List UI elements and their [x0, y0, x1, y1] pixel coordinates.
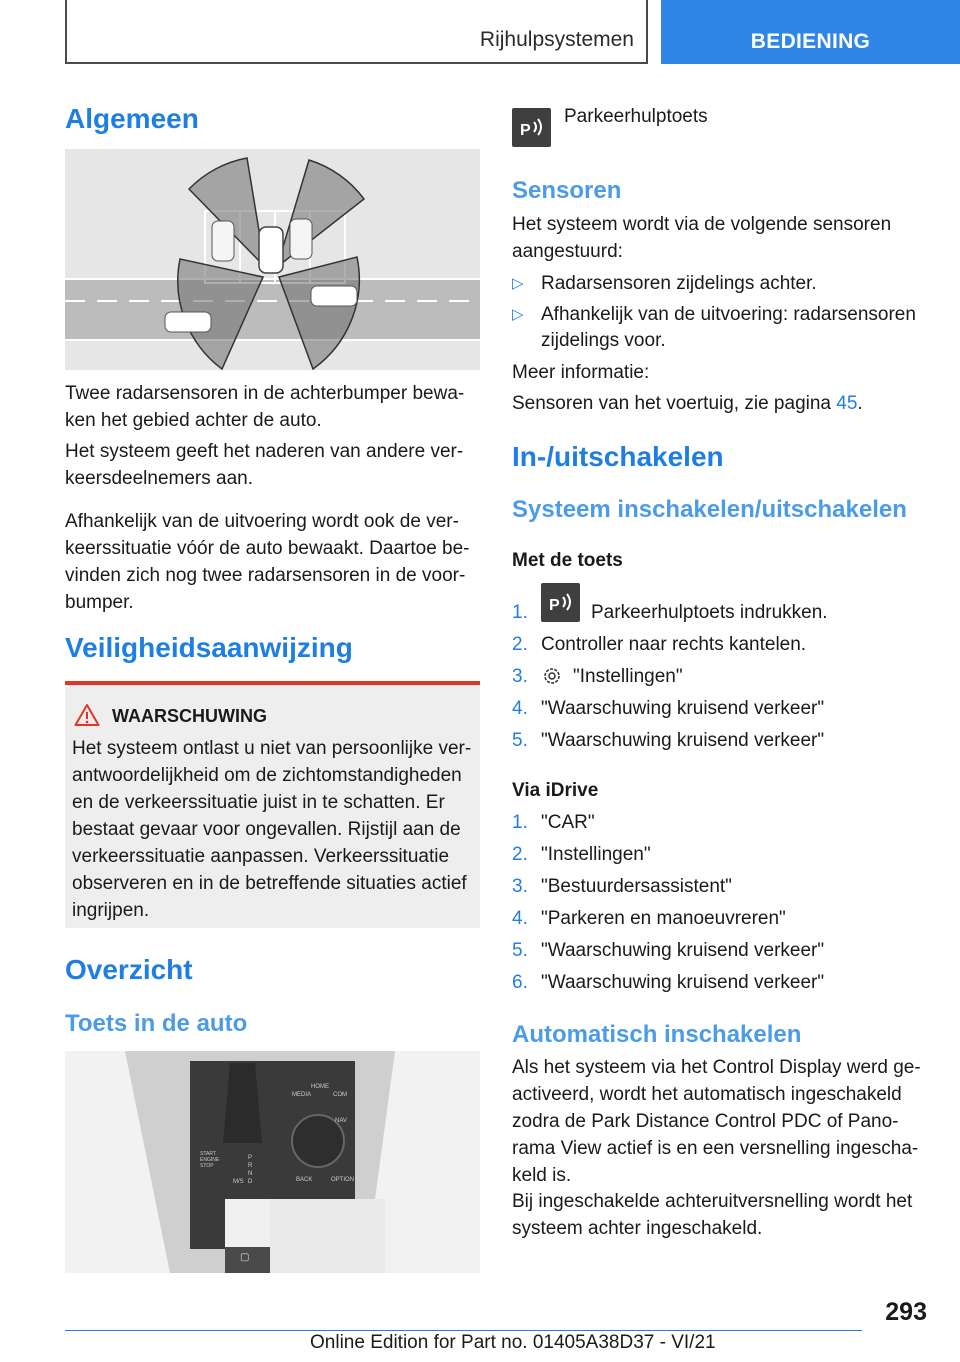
heading-met-de-toets: Met de toets: [512, 550, 623, 571]
step-text: Controller naar rechts kantelen.: [541, 634, 807, 655]
center-console-photo: [65, 1051, 480, 1273]
idrive-step: [512, 810, 932, 836]
heading-in-uitschakelen: In-/uitschakelen: [512, 441, 724, 472]
algemeen-paragraph-2: Het systeem geeft het naderen van andere ver-keersdeelnemers aan.: [65, 441, 464, 489]
heading-toets-in-de-auto: Toets in de auto: [65, 1010, 248, 1037]
header-section-title: Rijhulpsystemen: [479, 28, 634, 51]
svg-text:P: P: [549, 597, 560, 614]
console-label-d: D: [248, 1179, 253, 1185]
console-label-nav: NAV: [335, 1118, 347, 1124]
console-label-r: R: [248, 1163, 253, 1169]
settings-gear-icon: [541, 665, 563, 695]
step-number: 1.: [512, 602, 528, 623]
console-park-assist-key-icon: ▢: [240, 1252, 250, 1263]
cross-reference: [512, 390, 863, 417]
algemeen-paragraph-1: Twee radarsensoren in de achterbumper bewa-ken het gebied achter de auto.: [65, 383, 465, 431]
idrive-step: [512, 938, 932, 964]
bullet-triangle-icon: ▷: [512, 275, 524, 292]
bullet-triangle-icon: ▷: [512, 306, 524, 323]
step-text: Parkeerhulptoets indrukken.: [591, 602, 828, 623]
sensoren-intro: Het systeem wordt via de volgende sensoren aangestuurd:: [512, 214, 892, 262]
step-number: 3.: [512, 666, 528, 687]
page-number: 293: [885, 1298, 927, 1326]
automatisch-paragraph-1: Als het systeem via het Control Display werd ge-activeerd, wordt het automatisch ingeschakeld zodra de Park Distance Control PDC of Pano-rama View actief is en een versnelling ingescha-keld is.: [512, 1057, 921, 1186]
step-number: 4.: [512, 908, 528, 929]
toets-step: [512, 632, 932, 658]
park-assist-button-icon: [512, 108, 551, 147]
step-number: 5.: [512, 730, 528, 751]
step-text: "Instellingen": [573, 666, 683, 687]
warning-triangle-icon: [74, 703, 100, 732]
console-label-p: P: [248, 1155, 253, 1161]
step-number: 2.: [512, 634, 528, 655]
cross-reference-page-link[interactable]: 45: [836, 393, 858, 414]
step-number: 1.: [512, 812, 528, 833]
warning-box: [65, 681, 480, 928]
idrive-step: [512, 906, 932, 932]
heading-veiligheidsaanwijzing: Veiligheidsaanwijzing: [65, 632, 353, 663]
svg-text:P: P: [520, 122, 531, 139]
step-text: "Parkeren en manoeuvreren": [541, 908, 786, 929]
parkeerhulptoets-label: Parkeerhulptoets: [564, 106, 708, 127]
console-label-home: HOME: [311, 1084, 329, 1090]
idrive-step: [512, 970, 932, 996]
warning-title: WAARSCHUWING: [112, 706, 267, 726]
heading-overzicht: Overzicht: [65, 954, 193, 985]
cross-reference-text: Sensoren van het voertuig, zie pagina: [512, 393, 837, 414]
step-text: "CAR": [541, 812, 595, 833]
console-label-ms: M/S: [233, 1179, 244, 1185]
header-chapter-title: BEDIENING: [750, 30, 871, 53]
footer-divider: [65, 1330, 862, 1331]
header-chapter-tab: [661, 0, 960, 64]
heading-automatisch-inschakelen: Automatisch inschakelen: [512, 1021, 802, 1048]
bullet-item: [512, 302, 932, 354]
console-label-start-stop: START ENGINE STOP: [200, 1151, 220, 1169]
step-text: "Bestuurdersassistent": [541, 876, 732, 897]
header-section-box: [65, 0, 648, 64]
cross-reference-end: .: [857, 393, 863, 414]
step-text: "Waarschuwing kruisend verkeer": [541, 972, 825, 993]
step-text: "Instellingen": [541, 844, 651, 865]
heading-via-idrive: Via iDrive: [512, 780, 599, 801]
step-number: 4.: [512, 698, 528, 719]
toets-step: [512, 696, 932, 722]
heading-systeem-inschakelen-uitschakelen: Systeem inschakelen/uitschakelen: [512, 496, 907, 523]
park-assist-button-inline-icon: [541, 583, 580, 622]
console-label-back: BACK: [296, 1177, 313, 1183]
step-text: "Waarschuwing kruisend verkeer": [541, 698, 825, 719]
bullet-text: Radarsensoren zijdelings achter.: [541, 273, 817, 294]
console-label-media: MEDIA: [292, 1092, 312, 1098]
step-number: 2.: [512, 844, 528, 865]
bullet-item: [512, 271, 932, 297]
toets-step: [512, 597, 932, 626]
automatisch-paragraph-2: Bij ingeschakelde achteruitversnelling wordt het systeem achter ingeschakeld.: [512, 1191, 913, 1239]
toets-step: [512, 664, 932, 690]
heading-sensoren: Sensoren: [512, 177, 622, 204]
step-number: 6.: [512, 972, 528, 993]
console-label-n: N: [248, 1171, 253, 1177]
algemeen-paragraph-3: Afhankelijk van de uitvoering wordt ook de ver-keerssituatie vóór de auto bewaakt. Daartoe be-vinden zich nog twee radarsensoren in de voor-bumper.: [65, 511, 470, 613]
console-label-com: COM: [333, 1092, 347, 1098]
step-text: "Waarschuwing kruisend verkeer": [541, 730, 825, 751]
console-label-option: OPTION: [331, 1177, 355, 1183]
footer-edition: Online Edition for Part no. 01405A38D37 - VI/21: [310, 1332, 716, 1353]
bullet-text: Afhankelijk van de uitvoering: radarsensoren zijdelings voor.: [541, 304, 916, 351]
heading-algemeen: Algemeen: [65, 103, 199, 134]
step-number: 3.: [512, 876, 528, 897]
warning-body: Het systeem ontlast u niet van persoonlijke ver-antwoordelijkheid om de zichtomstandigheden en de verkeerssituatie juist in te schatten. Er bestaat gevaar voor ongevallen. Rijstijl aan de verkeerssituatie aanpassen. Verkeerssituatie observeren en in de betreffende situaties actief ingrijpen.: [72, 738, 472, 921]
step-number: 5.: [512, 940, 528, 961]
idrive-step: [512, 874, 932, 900]
radar-coverage-illustration: [65, 149, 480, 370]
step-text: "Waarschuwing kruisend verkeer": [541, 940, 825, 961]
toets-step: [512, 728, 932, 754]
idrive-step: [512, 842, 932, 868]
meer-informatie: Meer informatie:: [512, 362, 650, 383]
